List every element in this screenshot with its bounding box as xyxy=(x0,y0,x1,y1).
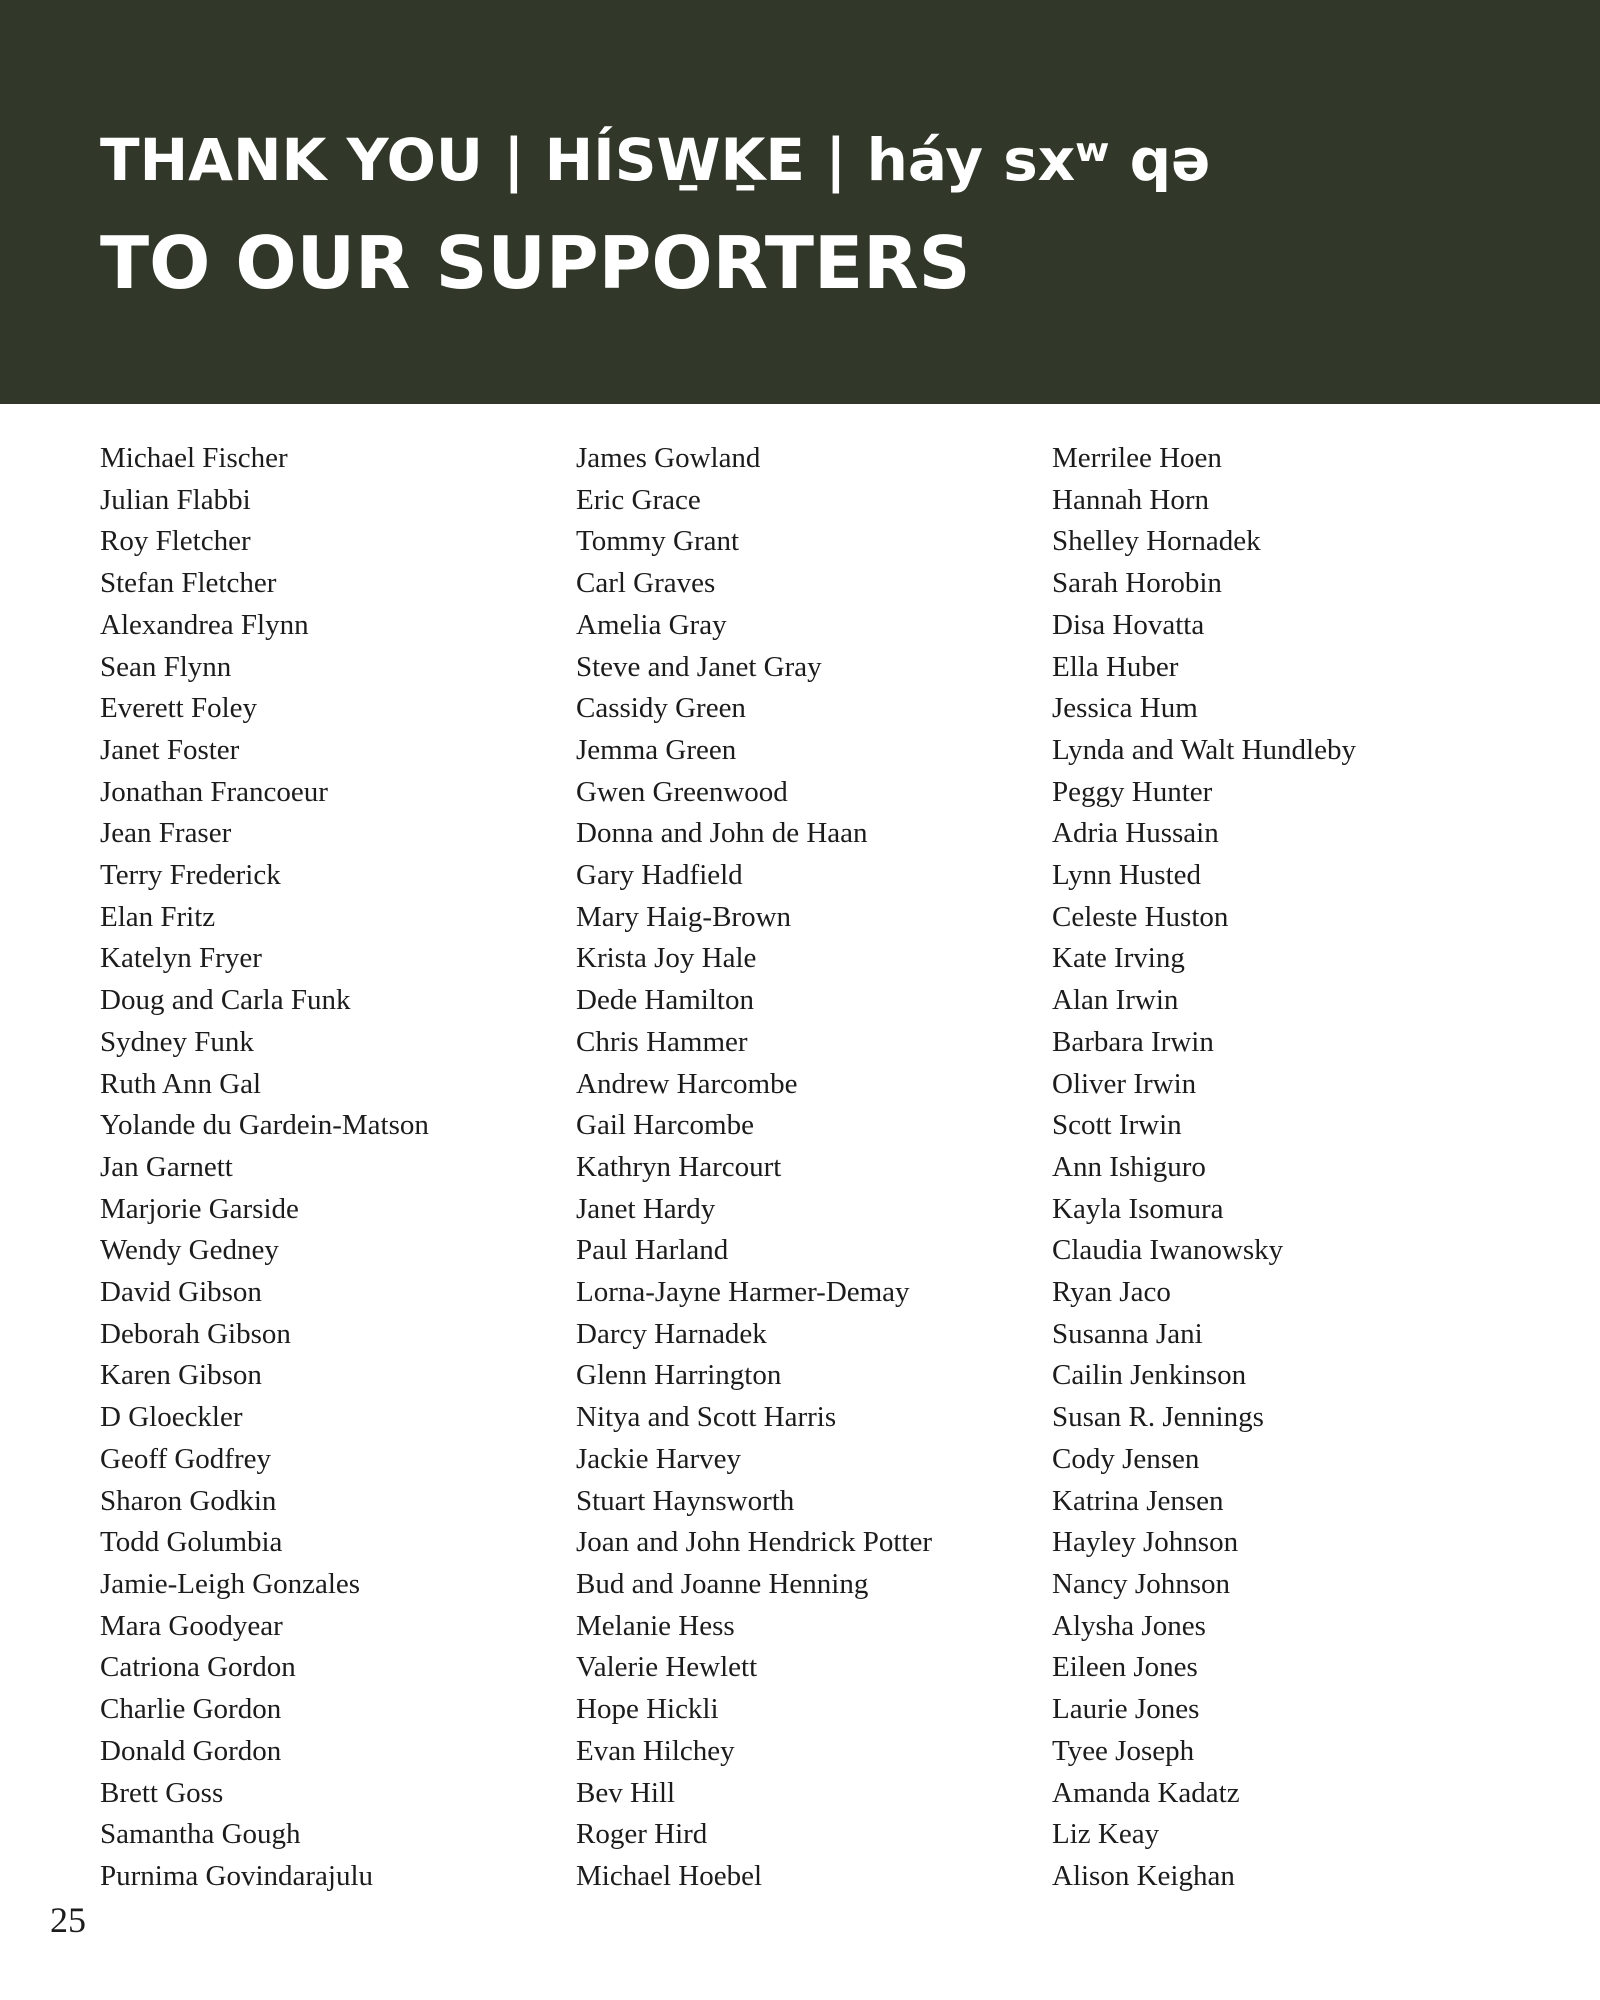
supporter-name: Peggy Hunter xyxy=(1052,775,1213,808)
supporter-name: Eric Grace xyxy=(576,483,701,516)
supporter-name: David Gibson xyxy=(100,1276,262,1309)
supporter-name: Donna and John de Haan xyxy=(576,817,868,850)
page-number: 25 xyxy=(50,1900,86,1940)
supporter-name: Charlie Gordon xyxy=(100,1693,282,1726)
supporter-name: Deborah Gibson xyxy=(100,1317,291,1350)
supporters-column-1 xyxy=(100,438,540,1898)
supporter-name: Roger Hird xyxy=(576,1818,708,1851)
supporter-name: Chris Hammer xyxy=(576,1025,748,1058)
supporter-name: Brett Goss xyxy=(100,1776,224,1809)
supporter-name: Laurie Jones xyxy=(1052,1693,1200,1726)
supporter-name: Amelia Gray xyxy=(576,608,727,641)
supporter-name: Ella Huber xyxy=(1052,650,1179,683)
supporter-name: Alysha Jones xyxy=(1052,1609,1206,1642)
page-title: THANK YOU | HÍSW̱ḴE | háy sxʷ qə xyxy=(100,126,1211,194)
supporter-name: Claudia Iwanowsky xyxy=(1052,1234,1284,1267)
supporter-name: Todd Golumbia xyxy=(100,1526,283,1559)
supporter-name: Donald Gordon xyxy=(100,1734,282,1767)
supporter-name: Lorna-Jayne Harmer-Demay xyxy=(576,1276,910,1309)
supporter-name: Ruth Ann Gal xyxy=(100,1067,262,1100)
supporter-name: Marjorie Garside xyxy=(100,1192,299,1225)
supporter-name: Karen Gibson xyxy=(100,1359,262,1392)
supporter-name: Hope Hickli xyxy=(576,1693,719,1726)
supporter-name: Liz Keay xyxy=(1052,1818,1160,1851)
supporter-name: Alexandrea Flynn xyxy=(100,608,309,641)
supporter-name: Wendy Gedney xyxy=(100,1234,279,1267)
supporter-name: Dede Hamilton xyxy=(576,984,754,1017)
supporter-name: James Gowland xyxy=(576,442,761,474)
supporter-name: Katrina Jensen xyxy=(1052,1484,1224,1517)
supporter-name: Disa Hovatta xyxy=(1052,608,1205,641)
supporter-name: Tyee Joseph xyxy=(1052,1734,1195,1767)
supporter-name: Janet Hardy xyxy=(576,1192,716,1225)
supporter-name: Amanda Kadatz xyxy=(1052,1776,1240,1809)
supporter-name: Cailin Jenkinson xyxy=(1052,1359,1247,1392)
supporter-name: Kathryn Harcourt xyxy=(576,1150,782,1183)
supporter-name: Krista Joy Hale xyxy=(576,942,757,975)
supporter-name: D Gloeckler xyxy=(100,1401,243,1434)
supporter-name: Melanie Hess xyxy=(576,1609,735,1642)
supporter-name: Stefan Fletcher xyxy=(100,567,277,600)
supporter-name: Doug and Carla Funk xyxy=(100,984,351,1017)
supporter-name: Alan Irwin xyxy=(1052,984,1179,1017)
supporter-name: Jean Fraser xyxy=(100,817,232,850)
supporter-name: Gwen Greenwood xyxy=(576,775,788,808)
supporter-name: Sarah Horobin xyxy=(1052,567,1222,600)
supporter-name: Celeste Huston xyxy=(1052,900,1229,933)
supporter-name: Scott Irwin xyxy=(1052,1109,1182,1142)
supporter-name: Bud and Joanne Henning xyxy=(576,1567,869,1600)
supporter-name: Barbara Irwin xyxy=(1052,1025,1214,1058)
supporter-name: Sharon Godkin xyxy=(100,1484,277,1517)
supporter-name: Michael Fischer xyxy=(100,442,288,474)
supporter-name: Sydney Funk xyxy=(100,1025,254,1058)
supporter-name: Nancy Johnson xyxy=(1052,1567,1231,1600)
supporter-name: Purnima Govindarajulu xyxy=(100,1859,374,1892)
supporter-name: Roy Fletcher xyxy=(100,525,251,558)
supporter-name: Cody Jensen xyxy=(1052,1442,1200,1475)
supporter-name: Bev Hill xyxy=(576,1776,676,1809)
supporter-name: Hayley Johnson xyxy=(1052,1526,1239,1559)
header-banner xyxy=(0,0,1600,404)
supporter-name: Kate Irving xyxy=(1052,942,1185,975)
supporter-name: Eileen Jones xyxy=(1052,1651,1198,1684)
supporter-name: Ryan Jaco xyxy=(1052,1276,1171,1309)
supporter-name: Mary Haig-Brown xyxy=(576,900,792,933)
supporter-name: Tommy Grant xyxy=(576,525,740,558)
supporter-name: Evan Hilchey xyxy=(576,1734,735,1767)
supporter-name: Jan Garnett xyxy=(100,1150,233,1183)
supporter-name: Susanna Jani xyxy=(1052,1317,1203,1350)
supporter-name: Jackie Harvey xyxy=(576,1442,742,1475)
supporter-name: Geoff Godfrey xyxy=(100,1442,271,1475)
page-subtitle: TO OUR SUPPORTERS xyxy=(100,221,971,305)
supporter-name: Jonathan Francoeur xyxy=(100,775,328,808)
supporter-name: Janet Foster xyxy=(100,733,240,766)
supporter-name: Glenn Harrington xyxy=(576,1359,782,1392)
supporter-name: Gail Harcombe xyxy=(576,1109,754,1142)
supporter-name: Oliver Irwin xyxy=(1052,1067,1197,1100)
supporter-name: Steve and Janet Gray xyxy=(576,650,822,683)
supporter-name: Carl Graves xyxy=(576,567,716,600)
supporter-name: Sean Flynn xyxy=(100,650,232,683)
supporter-name: Kayla Isomura xyxy=(1052,1192,1224,1225)
supporter-name: Yolande du Gardein-Matson xyxy=(100,1109,429,1142)
supporter-name: Paul Harland xyxy=(576,1234,729,1267)
supporter-name: Mara Goodyear xyxy=(100,1609,283,1642)
supporter-name: Catriona Gordon xyxy=(100,1651,296,1684)
supporter-name: Elan Fritz xyxy=(100,900,216,933)
supporter-name: Stuart Haynsworth xyxy=(576,1484,795,1517)
supporter-name: Jamie-Leigh Gonzales xyxy=(100,1567,361,1600)
supporters-column-3 xyxy=(1052,438,1492,1898)
supporter-name: Michael Hoebel xyxy=(576,1859,763,1892)
supporter-name: Terry Frederick xyxy=(100,859,281,892)
supporter-name: Julian Flabbi xyxy=(100,483,251,516)
supporter-name: Katelyn Fryer xyxy=(100,942,262,975)
supporter-name: Susan R. Jennings xyxy=(1052,1401,1264,1434)
supporter-name: Valerie Hewlett xyxy=(576,1651,758,1684)
supporter-name: Jemma Green xyxy=(576,733,737,766)
supporter-name: Darcy Harnadek xyxy=(576,1317,767,1350)
supporter-name: Alison Keighan xyxy=(1052,1859,1235,1892)
supporter-name: Nitya and Scott Harris xyxy=(576,1401,837,1434)
supporter-name: Everett Foley xyxy=(100,692,258,725)
supporters-column-2 xyxy=(576,438,1016,1898)
supporter-name: Merrilee Hoen xyxy=(1052,442,1222,474)
supporter-name: Gary Hadfield xyxy=(576,859,743,892)
supporter-name: Adria Hussain xyxy=(1052,817,1219,850)
supporter-name: Jessica Hum xyxy=(1052,692,1198,725)
supporter-name: Lynn Husted xyxy=(1052,859,1202,892)
supporter-name: Shelley Hornadek xyxy=(1052,525,1261,558)
supporter-name: Cassidy Green xyxy=(576,692,746,725)
supporter-name: Hannah Horn xyxy=(1052,483,1210,516)
supporter-name: Lynda and Walt Hundleby xyxy=(1052,733,1356,766)
supporter-name: Ann Ishiguro xyxy=(1052,1150,1206,1183)
supporter-name: Samantha Gough xyxy=(100,1818,301,1851)
supporter-name: Andrew Harcombe xyxy=(576,1067,798,1100)
supporter-name: Joan and John Hendrick Potter xyxy=(576,1526,932,1559)
